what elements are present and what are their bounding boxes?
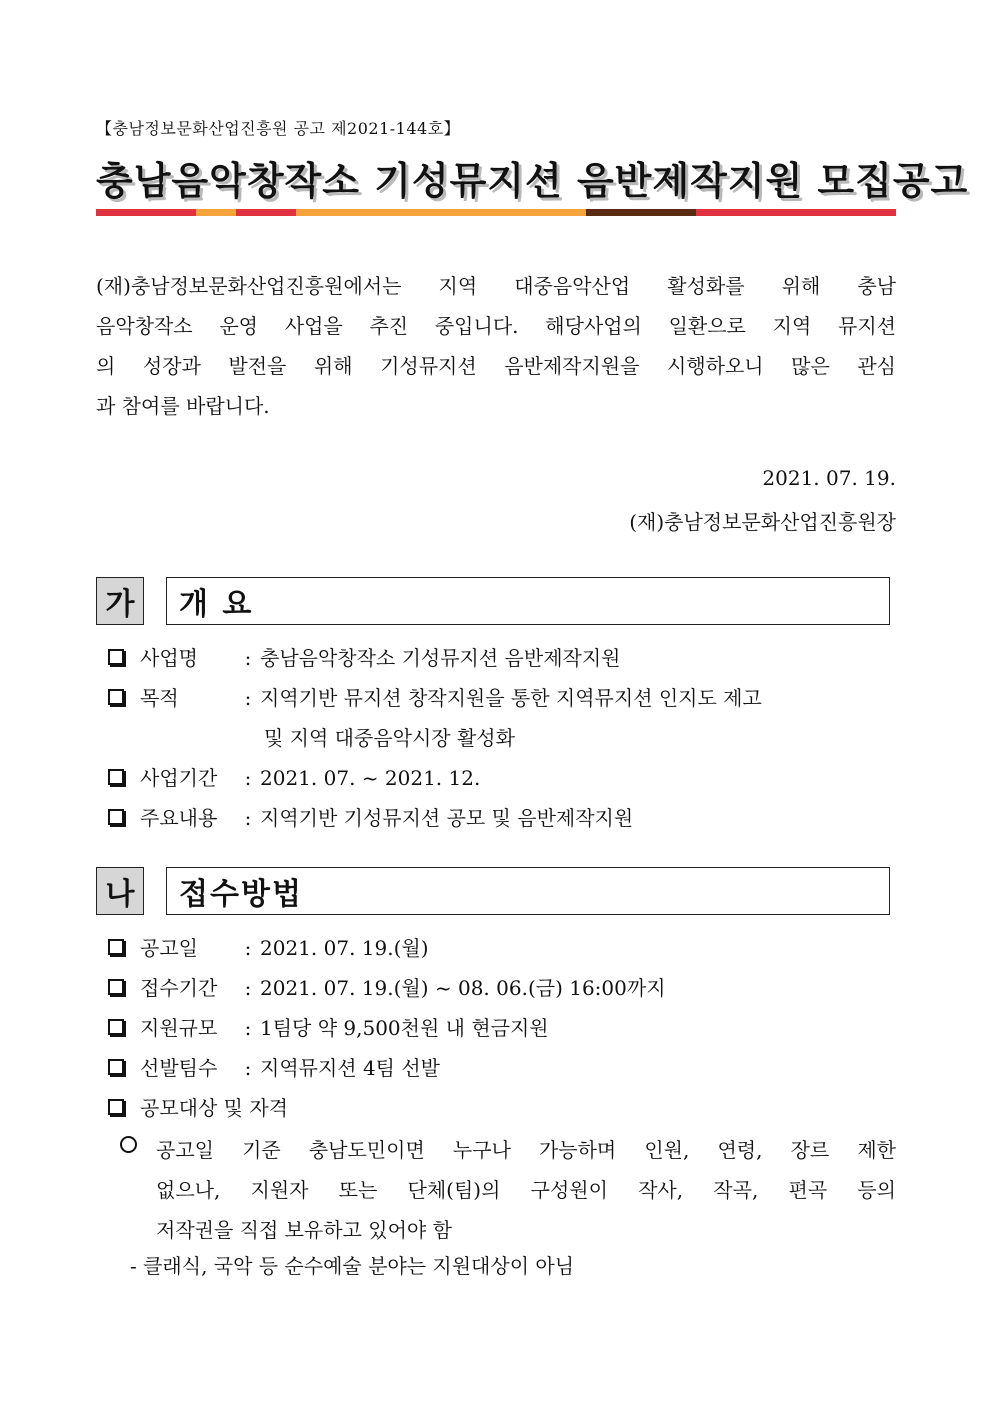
- colon: :: [244, 686, 252, 710]
- issuer: (재)충남정보문화산업진흥원장: [629, 510, 896, 534]
- application-item-period: [108, 972, 666, 1001]
- section-a-title: 개 요: [166, 577, 890, 625]
- item-label: 사업기간: [140, 766, 218, 790]
- item-value: 1팀당 약 9,500천원 내 현금지원: [260, 1016, 549, 1040]
- exclusion-note: - 클래식, 국악 등 순수예술 분야는 지원대상이 아님: [130, 1254, 575, 1278]
- item-value: 지역뮤지션 4팀 선발: [260, 1056, 440, 1080]
- intro-line: 의 성장과 발전을 위해 기성뮤지션 음반제작지원을 시행하오니 많은 관심: [96, 354, 896, 378]
- item-value: 2021. 07. ~ 2021. 12.: [260, 766, 481, 790]
- checkbox-square-icon: [108, 1059, 124, 1075]
- item-value: 지역기반 뮤지션 창작지원을 통한 지역뮤지션 인지도 제고: [260, 686, 762, 710]
- application-item-scale: [108, 1012, 549, 1041]
- checkbox-square-icon: [108, 649, 124, 665]
- item-value: 충남음악창작소 기성뮤지션 음반제작지원: [260, 646, 621, 670]
- application-item-eligibility: [108, 1092, 288, 1121]
- colon: :: [244, 1056, 252, 1080]
- item-label: 주요내용: [140, 806, 218, 830]
- item-value: 지역기반 기성뮤지션 공모 및 음반제작지원: [260, 806, 634, 830]
- intro-line: 과 참여를 바랍니다.: [96, 394, 270, 418]
- colon: :: [244, 976, 252, 1000]
- checkbox-square-icon: [108, 1019, 124, 1035]
- checkbox-square-icon: [108, 979, 124, 995]
- intro-line: (재)충남정보문화산업진흥원에서는 지역 대중음악산업 활성화를 위해 충남: [96, 274, 896, 298]
- checkbox-square-icon: [108, 689, 124, 705]
- item-label: 접수기간: [140, 976, 218, 1000]
- application-item-teams: [108, 1052, 440, 1081]
- eligibility-line: 저작권을 직접 보유하고 있어야 함: [156, 1218, 452, 1242]
- colon: :: [244, 1016, 252, 1040]
- checkbox-square-icon: [108, 939, 124, 955]
- item-value: 2021. 07. 19.(월) ~ 08. 06.(금) 16:00까지: [260, 976, 666, 1000]
- colon: :: [244, 766, 252, 790]
- overview-item-contents: [108, 802, 633, 831]
- item-value-continued: 및 지역 대중음악시장 활성화: [264, 726, 515, 750]
- colon: :: [244, 806, 252, 830]
- eligibility-line: 공고일 기준 충남도민이면 누구나 가능하며 인원, 연령, 장르 제한: [156, 1138, 896, 1162]
- intro-line: 음악창작소 운영 사업을 추진 중입니다. 해당사업의 일환으로 지역 뮤지션: [96, 314, 896, 338]
- circle-bullet-icon: [120, 1136, 137, 1153]
- item-label: 사업명: [140, 646, 198, 670]
- notice-number: 【충남정보문화산업진흥원 공고 제2021-144호】: [96, 119, 461, 138]
- section-b-title: 접수방법: [166, 867, 890, 915]
- checkbox-square-icon: [108, 769, 124, 785]
- item-label: 선발팀수: [140, 1056, 218, 1080]
- intro-paragraph: [96, 266, 896, 426]
- item-value: 2021. 07. 19.(월): [260, 936, 429, 960]
- section-b-letter: 나: [96, 867, 144, 915]
- page-title: 충남음악창작소 기성뮤지션 음반제작지원 모집공고: [96, 159, 969, 203]
- checkbox-square-icon: [108, 809, 124, 825]
- item-label: 공고일: [140, 936, 198, 960]
- application-item-notice-date: [108, 932, 429, 961]
- title-underline-bar: [96, 209, 896, 216]
- item-label: 목적: [140, 686, 179, 710]
- overview-item-period: [108, 762, 480, 791]
- colon: :: [244, 936, 252, 960]
- colon: :: [244, 646, 252, 670]
- eligibility-detail: [120, 1130, 896, 1250]
- item-label: 공모대상 및 자격: [140, 1096, 288, 1120]
- overview-item-business-name: [108, 642, 620, 671]
- eligibility-line: 없으나, 지원자 또는 단체(팀)의 구성원이 작사, 작곡, 편곡 등의: [156, 1178, 896, 1202]
- eligibility-text: [156, 1130, 896, 1250]
- section-a-letter: 가: [96, 577, 144, 625]
- notice-date: 2021. 07. 19.: [762, 466, 896, 490]
- checkbox-square-icon: [108, 1099, 124, 1115]
- overview-item-purpose: [108, 682, 762, 711]
- item-label: 지원규모: [140, 1016, 218, 1040]
